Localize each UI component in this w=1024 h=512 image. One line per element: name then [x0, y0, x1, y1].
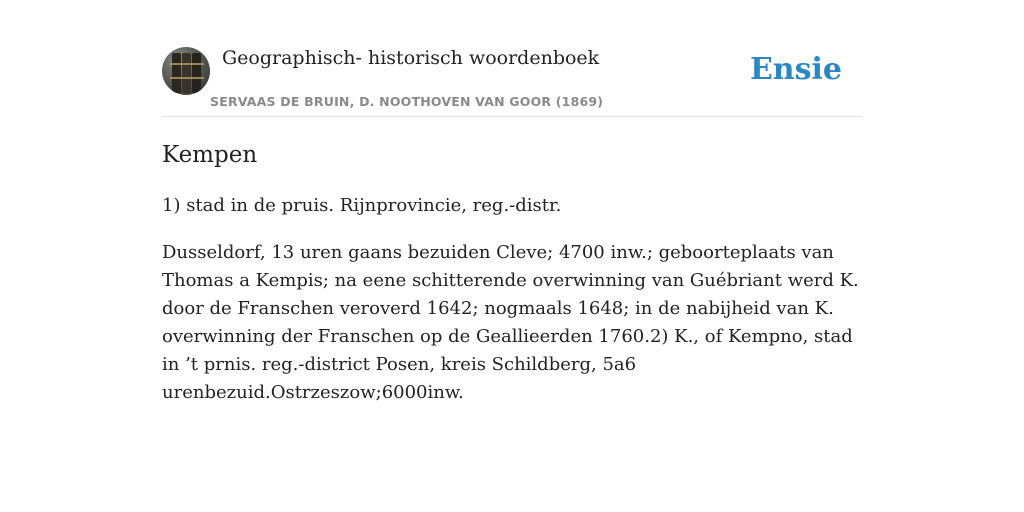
ensie-logo-link[interactable]: Ensie: [749, 52, 842, 87]
book-title-link[interactable]: Geographisch- historisch woordenboek: [222, 47, 600, 69]
book-band-decoration: [170, 77, 204, 79]
book-band-decoration: [170, 63, 204, 65]
book-spine-decoration: [172, 53, 181, 93]
page-container: [162, 0, 862, 403]
book-authors: SERVAAS DE BRUIN, D. NOOTHOVEN VAN GOOR (1869): [210, 94, 604, 109]
book-spine-decoration: [192, 53, 201, 93]
book-header: [162, 0, 862, 117]
entry-paragraph: 1) stad in de pruis. Rijnprovincie, reg.-distr.: [162, 195, 562, 216]
book-cover-image[interactable]: [162, 47, 210, 95]
entry-paragraph: Dusseldorf, 13 uren gaans bezuiden Cleve; 4700 inw.; geboorteplaats van Thomas a Kempis; na eene schitterende overwinning van Guébriant werd K. door de Franschen veroverd 1642; nogmaals 1648; in de nabijheid van K. overwinning der Franschen op de Geallieerden 1760.2) K., of Kempno, stad in ’t prnis. reg.-district Posen, kreis Schildberg, 5a6 urenbezuid.Ostrzeszow;6000inw.: [162, 242, 859, 403]
book-spine-decoration: [182, 53, 191, 93]
entry-title: Kempen: [162, 142, 258, 168]
